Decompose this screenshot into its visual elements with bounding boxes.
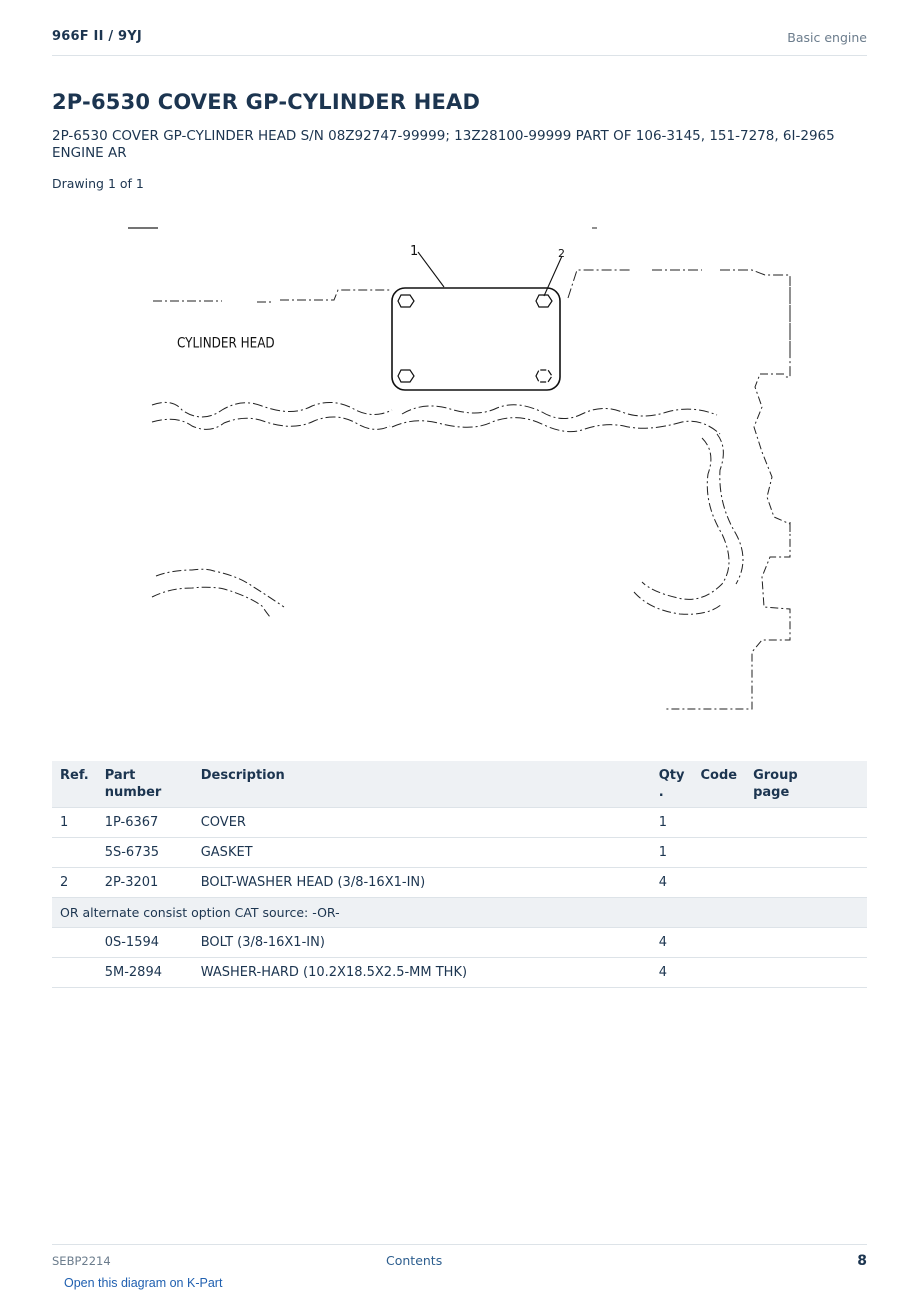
- contents-link[interactable]: Contents: [386, 1253, 443, 1268]
- drawing-count: Drawing 1 of 1: [52, 176, 144, 191]
- cell-description: WASHER-HARD (10.2X18.5X2.5-MM THK): [193, 958, 651, 988]
- header-qty-top: Qty: [658, 768, 685, 783]
- cell-qty: 4: [651, 958, 693, 988]
- callout-leaders: [418, 252, 562, 296]
- cover-plate: [392, 288, 560, 390]
- cell-description: BOLT-WASHER HEAD (3/8-16X1-IN): [193, 868, 651, 898]
- cell-code: [692, 928, 745, 958]
- page-header: [52, 29, 867, 56]
- cell-code: [692, 808, 745, 838]
- cell-qty: 4: [651, 928, 693, 958]
- cylinder-head-label: CYLINDER HEAD: [177, 335, 275, 352]
- header-description: Description: [193, 761, 651, 808]
- table-row: [52, 868, 867, 898]
- cell-description: GASKET: [193, 838, 651, 868]
- header-part-number: Part number: [97, 761, 193, 808]
- header-qty-bottom: .: [658, 785, 664, 800]
- header-group-top: Group: [753, 768, 798, 783]
- cell-code: [692, 958, 745, 988]
- cell-group-page: [745, 808, 867, 838]
- callout-1: 1: [410, 244, 419, 259]
- cell-part-number: 5M-2894: [97, 958, 193, 988]
- model-breadcrumb: 966F II / 9YJ: [52, 29, 142, 44]
- cell-qty: 1: [651, 808, 693, 838]
- cell-qty: 1: [651, 838, 693, 868]
- cell-description: BOLT (3/8-16X1-IN): [193, 928, 651, 958]
- page-footer: [52, 1244, 867, 1275]
- alternate-note-row: [52, 898, 867, 928]
- section-label: Basic engine: [787, 30, 867, 45]
- cell-ref: 2: [52, 868, 97, 898]
- diagram-linework: [128, 228, 790, 709]
- cell-qty: 4: [651, 868, 693, 898]
- cell-ref: [52, 958, 97, 988]
- parts-diagram: [52, 212, 867, 722]
- header-group-page: [745, 761, 867, 808]
- alternate-note: OR alternate consist option CAT source: -OR-: [52, 898, 867, 928]
- cell-part-number: 2P-3201: [97, 868, 193, 898]
- page-subtitle: 2P-6530 COVER GP-CYLINDER HEAD S/N 08Z92747-99999; 13Z28100-99999 PART OF 106-3145, 151-7278, 6I-2965 ENGINE AR: [52, 128, 835, 161]
- cell-code: [692, 868, 745, 898]
- cell-part-number: 1P-6367: [97, 808, 193, 838]
- table-row: [52, 838, 867, 868]
- cell-group-page: [745, 958, 867, 988]
- table-row: [52, 808, 867, 838]
- cell-part-number: 0S-1594: [97, 928, 193, 958]
- cell-description: COVER: [193, 808, 651, 838]
- cell-part-number: 5S-6735: [97, 838, 193, 868]
- cell-code: [692, 838, 745, 868]
- cell-ref: [52, 928, 97, 958]
- cell-group-page: [745, 868, 867, 898]
- table-row: [52, 958, 867, 988]
- table-header-row: [52, 761, 867, 808]
- table-row: [52, 928, 867, 958]
- cell-group-page: [745, 838, 867, 868]
- cell-group-page: [745, 928, 867, 958]
- page-title: 2P-6530 COVER GP-CYLINDER HEAD: [52, 90, 481, 114]
- page-number: 8: [857, 1253, 867, 1269]
- header-ref: Ref.: [52, 761, 97, 808]
- document-id: SEBP2214: [52, 1254, 111, 1268]
- diagram-svg: [52, 212, 867, 722]
- header-qty: [651, 761, 693, 808]
- header-code: Code: [692, 761, 745, 808]
- open-in-kpart-link[interactable]: Open this diagram on K-Part: [64, 1276, 223, 1290]
- cell-ref: 1: [52, 808, 97, 838]
- cell-ref: [52, 838, 97, 868]
- header-group-bottom: page: [753, 785, 790, 800]
- parts-table: [52, 761, 867, 988]
- callout-2: 2: [558, 247, 565, 260]
